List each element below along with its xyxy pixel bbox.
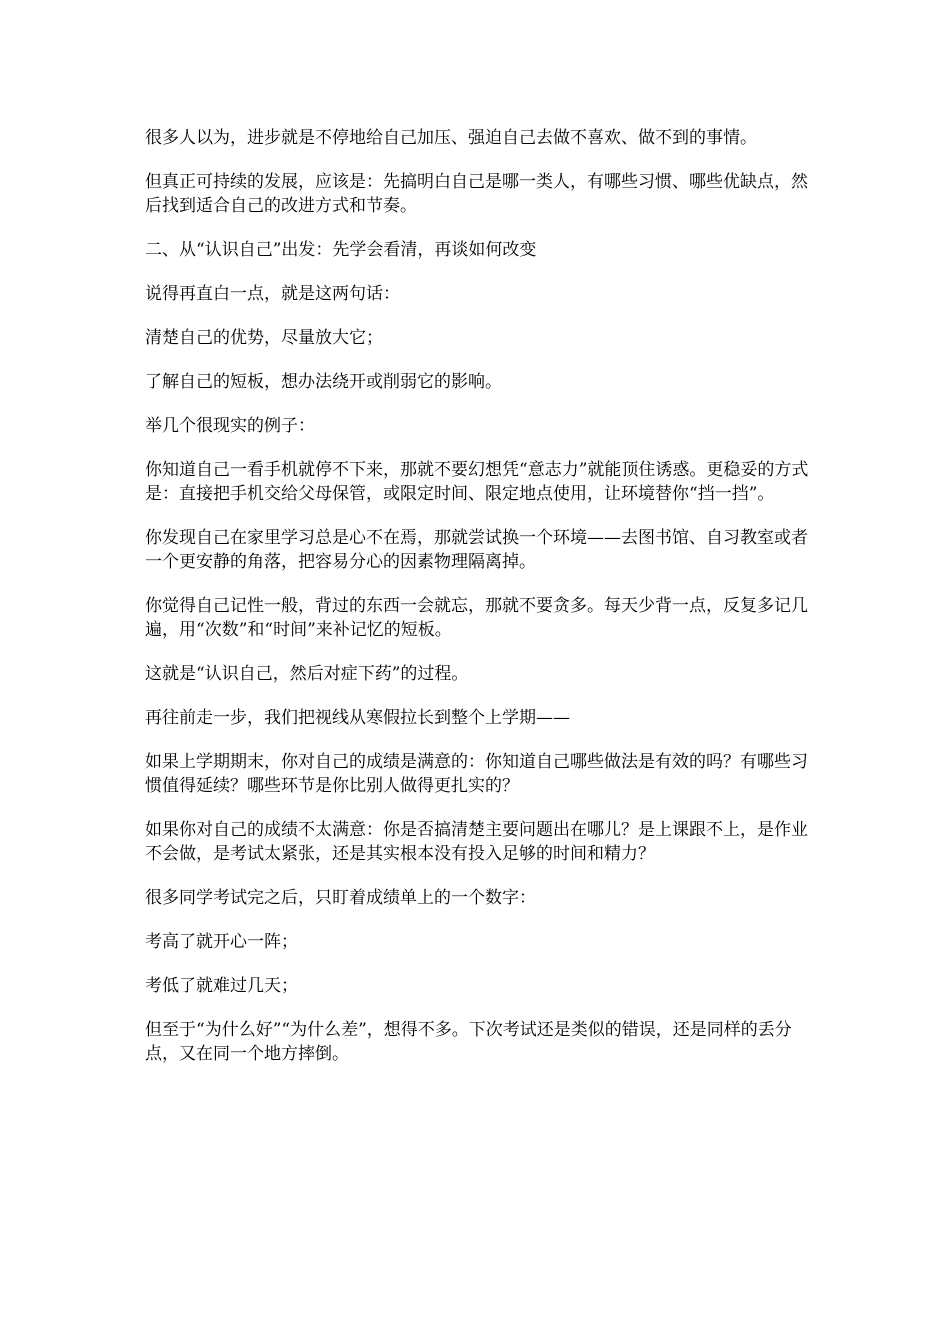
paragraph: 清楚自己的优势，尽量放大它；: [145, 328, 383, 348]
section-heading: 二、从“认识自己”出发：先学会看清，再谈如何改变: [145, 240, 537, 260]
paragraph: 这就是“认识自己，然后对症下药”的过程。: [145, 664, 469, 684]
paragraph: 很多人以为，进步就是不停地给自己加压、强迫自己去做不喜欢、做不到的事情。: [145, 128, 757, 148]
paragraph: 举几个很现实的例子：: [145, 416, 315, 436]
paragraph: 但至于“为什么好”“为什么差”，想得不多。下次考试还是类似的错误，还是同样的丢分点，又在同一个地方摔倒。: [145, 1020, 792, 1064]
paragraph: 说得再直白一点，就是这两句话：: [145, 284, 400, 304]
paragraph: 了解自己的短板，想办法绕开或削弱它的影响。: [145, 372, 502, 392]
paragraph: 你发现自己在家里学习总是心不在焉，那就尝试换一个环境——去图书馆、自习教室或者一个更安静的角落，把容易分心的因素物理隔离掉。: [145, 528, 808, 572]
paragraph: 你知道自己一看手机就停不下来，那就不要幻想凭“意志力”就能顶住诱惑。更稳妥的方式是：直接把手机交给父母保管，或限定时间、限定地点使用，让环境替你“挡一挡”。: [145, 460, 809, 504]
paragraph: 你觉得自己记性一般，背过的东西一会就忘，那就不要贪多。每天少背一点，反复多记几遍，用“次数”和“时间”来补记忆的短板。: [145, 596, 808, 640]
paragraph: 考低了就难过几天；: [145, 976, 298, 996]
paragraph: 如果上学期期末，你对自己的成绩是满意的：你知道自己哪些做法是有效的吗？有哪些习惯值得延续？哪些环节是你比别人做得更扎实的？: [145, 752, 808, 796]
paragraph: 但真正可持续的发展，应该是：先搞明白自己是哪一类人，有哪些习惯、哪些优缺点，然后找到适合自己的改进方式和节奏。: [145, 172, 808, 216]
paragraph: 再往前走一步，我们把视线从寒假拉长到整个上学期——: [145, 708, 570, 728]
document-body: [145, 126, 810, 1086]
paragraph: 很多同学考试完之后，只盯着成绩单上的一个数字：: [145, 888, 536, 908]
paragraph: 如果你对自己的成绩不太满意：你是否搞清楚主要问题出在哪儿？是上课跟不上，是作业不会做，是考试太紧张，还是其实根本没有投入足够的时间和精力？: [145, 820, 808, 864]
paragraph: 考高了就开心一阵；: [145, 932, 298, 952]
